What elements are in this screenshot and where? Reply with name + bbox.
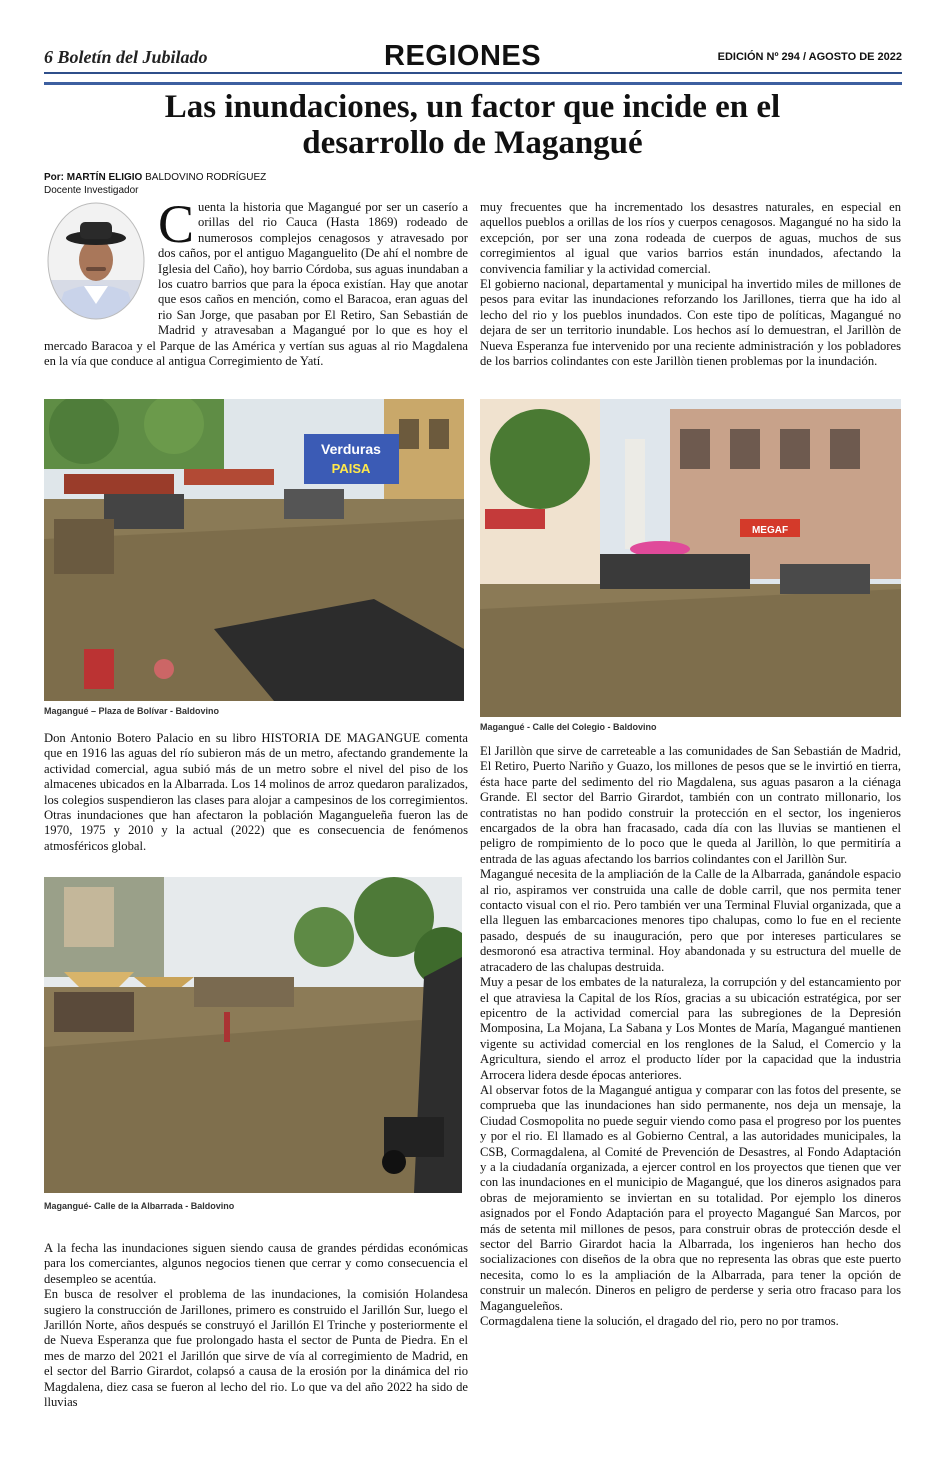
paragraph-cormagdalena: Cormagdalena tiene la solución, el dragado del rio, pero no por tramos. xyxy=(480,1314,839,1329)
section-title: REGIONES xyxy=(384,40,542,72)
drop-cap: C xyxy=(158,194,195,254)
edition-label: EDICIÓN Nº 294 / AGOSTO DE 2022 xyxy=(717,51,902,63)
paragraph-gobierno: El gobierno nacional, departamental y municipal ha invertido miles de millones de pesos para evitar las inundaciones reforzando los Jarillones, tierra que ha ido al lecho del rio y los pueblos inundados. Con este tipo de políticas, Magangué no dejara de ser un territorio inundable. Los hechos así lo demuestran, el Jarillòn de Nueva Esperanza fue intervenido por una reciente administración y los pobladores de los barrios colindantes con este Jarillòn tienen problemas por la inundación. xyxy=(480,277,901,369)
shop-sign-line1: Verduras xyxy=(321,441,381,457)
paragraph-lluvias: muy frecuentes que ha incrementado los desastres naturales, en especial en aquellos pueblos a orillas de los ríos y cuerpos cenagosos. Magangué no ha sido la excepción, por ser una zona rodeada de cuerpos de aguas, muchos de sus corregimientos al igual que varios barrios están inundados, afectando la convivencia familiar y la actividad comercial. xyxy=(480,200,901,276)
article-headline xyxy=(60,89,885,161)
byline xyxy=(44,171,266,197)
headline-line-2: desarrollo de Magangué xyxy=(302,125,643,161)
byline-prefix: Por: xyxy=(44,172,64,183)
photo2-caption: Magangué - Calle del Colegio - Baldovino xyxy=(480,722,657,732)
paragraph-fotos-antiguas: Al observar fotos de la Magangué antigua y comparar con las fotos del presente, se comprueba que las inundaciones han sido permanente, nos deja un mensaje, la Ciudad Cosmopolita no puede seguir viendo como pasa el progreso por los puentes y por el rio. El llamado es al Gobierno Central, a las autoridades municipales, la CSB, Cormagdalena, al Comité de Prevención de Desastres, al Fondo Adaptación y a la ciudadanía organizada, a ejercer control en los proyectos que tienen que ver con las inundaciones en el municipio de Magangué, que los dineros asignados para obras de mejoramiento se inviertan en su totalidad. Por ejemplo los dineros asignados por el Fondo Adaptación para el proyecto Magangué San Marcos, por más de setenta mil millones de pesos, para construir obras de protección desde el sector del Barrio Girardot hacia la Albarrada, los ingenieros han hecho dos socializaciones con diseños de la obra que no representa las obras que este puerto necesita, como lo es la ampliación de la Albarrada, para tener la opción de construir un malecón. Dineros en peligro de perderse y seria otro fracaso para los Magangueleños. xyxy=(480,1082,901,1313)
paragraph-albarrada: Magangué necesita de la ampliación de la Calle de la Albarrada, ganándole espacio al rio, aspiramos ver construida una calle de doble carril, que nos permita tener contacto visual con el rio. Pero también ver una Terminal Fluvial organizada, que a ella lleguen las embarcaciones menores tipo chalupas, como lo fue en el reciente pasado, después de su inauguración, pero que por intereses particulares se desmoronó esa atractiva terminal. Hoy abandonada y su estructura del muelle de atracadero de las chalupas destruida. xyxy=(480,867,901,974)
author-portrait xyxy=(44,200,148,322)
header-rule-top xyxy=(44,72,902,74)
headline-line-1: Las inundaciones, un factor que incide en el xyxy=(164,89,781,125)
author-last-names: BALDOVINO RODRÍGUEZ xyxy=(145,172,267,183)
photo1-caption: Magangué – Plaza de Bolívar - Baldovino xyxy=(44,706,220,716)
author-line xyxy=(44,171,266,184)
right-column-top xyxy=(480,200,901,369)
paragraph-botero: Don Antonio Botero Palacio en su libro HISTORIA DE MAGANGUE comenta que en 1916 las aguas del río subieron más de un metro, afectando grandemente la actividad comercial, agua subió más de un metro sobre el nivel del piso de los almacenes ubicados en la Albarrada. Los 14 molinos de arroz quedaron paralizados, los colegios suspendieron las clases para alojar a campesinos de los corregimientos. Otras inundaciones que han afectaron la población Magangueleña fueron las de 1970, 1975 y 2010 y la actual (2022) que es consecuencia de fenómenos atmosféricos global. xyxy=(44,731,468,853)
intro-paragraph: uenta la historia que Magangué por ser un caserío a orillas del rio Cauca (Hasta 1869) rodeado de numerosos complejos cenagosos y atravesado por dos caños, por el antiguo Maganguelito (De ahí el nombre de Iglesia del Caño), hoy barrio Córdoba, sus aguas inundaban a los cuatro barrios que para la época existían. Hay que anotar que esos caños en mención, como el Baracoa, eran aguas del rio San Jorge, que pasaban por El Retiro, San Sebastián de Madrid y atravesaban a Magangué por lo que es hoy el mercado Baracoa y el Parque de las América y vertían sus aguas al rio Magdalena en la vía que conduce al antigua Corregimiento de Yatí. xyxy=(44,200,468,369)
paragraph-perdidas: A la fecha las inundaciones siguen siendo causa de grandes pérdidas económicas para los comerciantes, algunos negocios tienen que cerrar y como consecuencia el desempleo se acentúa. xyxy=(44,1241,468,1286)
left-column-mid xyxy=(44,731,468,854)
photo-calle-albarrada xyxy=(44,877,462,1193)
page-number-label: 6 Boletín del Jubilado xyxy=(44,47,208,67)
header-rule-bottom xyxy=(44,82,902,85)
right-column-bottom xyxy=(480,744,901,1329)
left-column-bottom xyxy=(44,1241,468,1410)
author-role: Docente Investigador xyxy=(44,185,139,196)
photo-plaza-bolivar xyxy=(44,399,464,701)
author-first-names: MARTÍN ELIGIO xyxy=(66,172,143,183)
paragraph-capital-rios: Muy a pesar de los embates de la naturaleza, la corrupción y del estancamiento por el que atraviesa la Capital de los Ríos, gracias a su ubicación estratégica, por ser epicentro de la actividad comercial para las subregiones de la Depresión Momposina, La Mojana, La Sabana y Los Montes de María, Magangué mantienen vigente su actividad comercial en los renglones de la Salud, el Comercio y la Agricultura, siendo el arroz el producto líder por la capacidad que la industria Arrocera lidera desde épocas anteriores. xyxy=(480,975,901,1082)
left-column-intro xyxy=(44,194,468,369)
store-sign: MEGAF xyxy=(751,525,789,536)
photo3-caption: Magangué- Calle de la Albarrada - Baldovino xyxy=(44,1201,235,1211)
shop-sign-line2: PAISA xyxy=(331,461,371,476)
paragraph-jarillones: En busca de resolver el problema de las inundaciones, la comisión Holandesa sugiero la construcción de Jarillones, primero es construido el Jarillón Sur, luego el Jarillón Norte, años después se construyó el Jarillón El Trinche y posteriormente el de Nueva Esperanza que fue prolongado hasta el sector de Punta de Piedra. En el mes de marzo del 2021 el Jarillón que sirve de vía al corregimiento de Madrid, en el sector del Barrio Girardot, colapsó a causa de la erosión por la dinámica del rio Magdalena, diez casa se fueron al lecho del rio. Lo que va del año 2022 ha sido de lluvias xyxy=(44,1287,468,1410)
paragraph-jarillon-carreteable: El Jarillòn que sirve de carreteable a las comunidades de San Sebastián de Madrid, El Retiro, Puerto Nariño y Guazo, los millones de pesos que se le invirtió en tierra, ésta hace parte del sedimento del rio Magdalena, sus aguas pasaron a la ciénaga Grande. El sector del Barrio Girardot, también con un contrato millonario, los contratistas no han podido construir la protección en el sector, los ingenieros encargados de la obra han fracasado, cada día con las lluvias se mantienen el peligro de rompimiento de lo poco que le queda al Jarillòn, lo que permitiría a entrada de las aguas afectando los barrios colindantes con el Jarillòn Sur. xyxy=(480,744,901,866)
photo-calle-colegio xyxy=(480,399,901,717)
